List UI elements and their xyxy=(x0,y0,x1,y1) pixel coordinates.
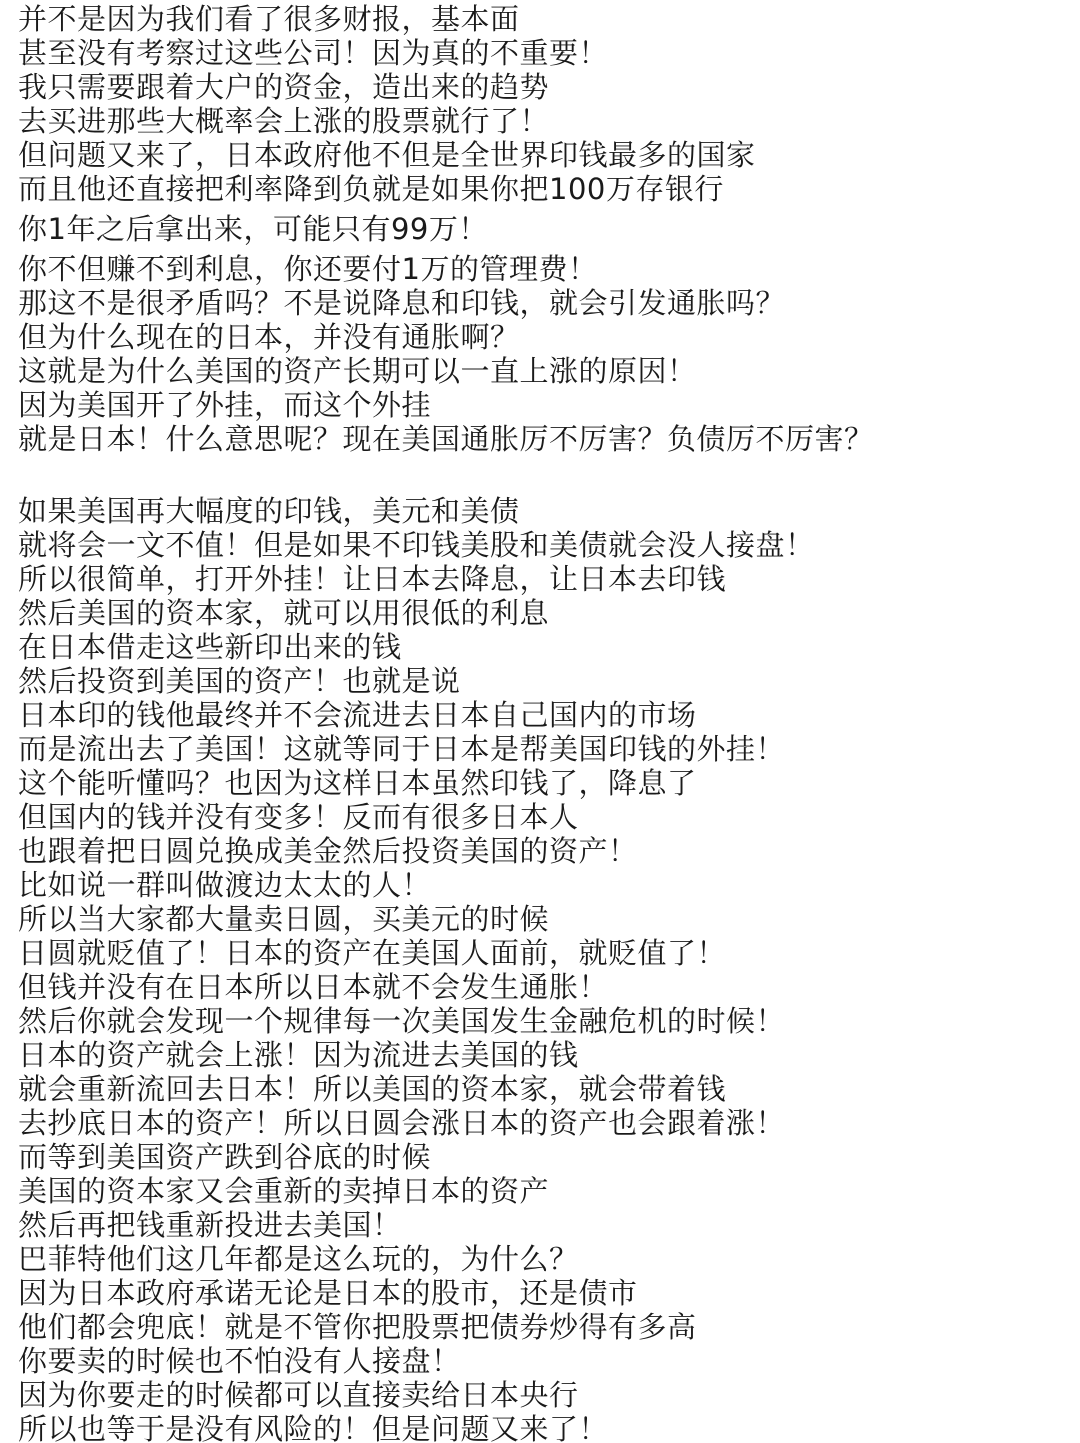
text-line: 巴菲特他们这几年都是这么玩的，为什么？ xyxy=(18,1242,579,1276)
text-line: 甚至没有考察过这些公司！因为真的不重要！ xyxy=(18,36,609,70)
text-line: 就是日本！什么意思呢？现在美国通胀厉不厉害？负债厉不厉害？ xyxy=(18,422,874,456)
text-line: 美国的资本家又会重新的卖掉日本的资产 xyxy=(18,1174,550,1208)
text-line: 在日本借走这些新印出来的钱 xyxy=(18,630,402,664)
text-line: 日本印的钱他最终并不会流进去日本自己国内的市场 xyxy=(18,698,697,732)
text-line: 你1年之后拿出来，可能只有99万！ xyxy=(18,212,488,246)
text-line: 去抄底日本的资产！所以日圆会涨日本的资产也会跟着涨！ xyxy=(18,1106,786,1140)
text-line: 但为什么现在的日本，并没有通胀啊？ xyxy=(18,320,520,354)
text-line: 并不是因为我们看了很多财报，基本面 xyxy=(18,2,520,36)
text-line: 你要卖的时候也不怕没有人接盘！ xyxy=(18,1344,461,1378)
text-line: 因为美国开了外挂，而这个外挂 xyxy=(18,388,432,422)
text-line: 日本的资产就会上涨！因为流进去美国的钱 xyxy=(18,1038,579,1072)
text-line: 如果美国再大幅度的印钱，美元和美债 xyxy=(18,494,520,528)
text-line: 但国内的钱并没有变多！反而有很多日本人 xyxy=(18,800,579,834)
text-line: 我只需要跟着大户的资金，造出来的趋势 xyxy=(18,70,550,104)
text-line: 那这不是很矛盾吗？不是说降息和印钱，就会引发通胀吗？ xyxy=(18,286,786,320)
text-line: 他们都会兜底！就是不管你把股票把债券炒得有多高 xyxy=(18,1310,697,1344)
text-line: 日圆就贬值了！日本的资产在美国人面前，就贬值了！ xyxy=(18,936,727,970)
text-line: 这就是为什么美国的资产长期可以一直上涨的原因！ xyxy=(18,354,697,388)
text-line: 就将会一文不值！但是如果不印钱美股和美债就会没人接盘！ xyxy=(18,528,815,562)
text-line: 但问题又来了，日本政府他不但是全世界印钱最多的国家 xyxy=(18,138,756,172)
text-line: 然后再把钱重新投进去美国！ xyxy=(18,1208,402,1242)
text-line: 而等到美国资产跌到谷底的时候 xyxy=(18,1140,432,1174)
text-line: 因为日本政府承诺无论是日本的股市，还是债市 xyxy=(18,1276,638,1310)
text-line: 因为你要走的时候都可以直接卖给日本央行 xyxy=(18,1378,579,1412)
text-line: 比如说一群叫做渡边太太的人！ xyxy=(18,868,432,902)
text-line: 这个能听懂吗？也因为这样日本虽然印钱了，降息了 xyxy=(18,766,697,800)
text-line: 所以很简单，打开外挂！让日本去降息，让日本去印钱 xyxy=(18,562,727,596)
text-line: 你不但赚不到利息，你还要付1万的管理费！ xyxy=(18,252,598,286)
text-line: 但钱并没有在日本所以日本就不会发生通胀！ xyxy=(18,970,609,1004)
text-line: 然后美国的资本家，就可以用很低的利息 xyxy=(18,596,550,630)
text-line: 然后投资到美国的资产！也就是说 xyxy=(18,664,461,698)
text-line: 所以当大家都大量卖日圆，买美元的时候 xyxy=(18,902,550,936)
text-line: 所以也等于是没有风险的！但是问题又来了！ xyxy=(18,1412,609,1443)
text-line: 去买进那些大概率会上涨的股票就行了！ xyxy=(18,104,550,138)
text-line: 而且他还直接把利率降到负就是如果你把100万存银行 xyxy=(18,172,724,206)
text-body xyxy=(18,2,1068,1443)
text-line: 也跟着把日圆兑换成美金然后投资美国的资产！ xyxy=(18,834,638,868)
text-line: 然后你就会发现一个规律每一次美国发生金融危机的时候！ xyxy=(18,1004,786,1038)
text-line: 而是流出去了美国！这就等同于日本是帮美国印钱的外挂！ xyxy=(18,732,786,766)
text-line: 就会重新流回去日本！所以美国的资本家，就会带着钱 xyxy=(18,1072,727,1106)
